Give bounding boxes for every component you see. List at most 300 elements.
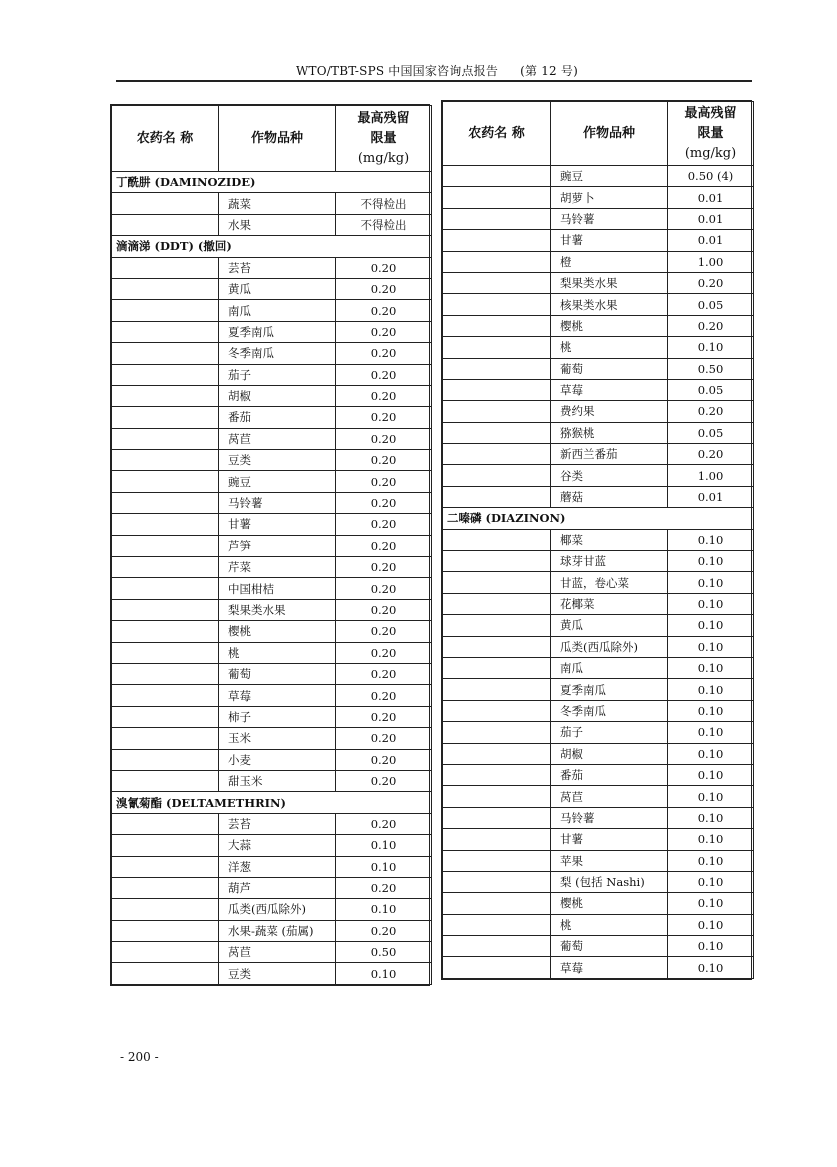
mrl-value-cell: 0.20 (336, 663, 432, 684)
crop-cell: 小麦 (219, 749, 336, 770)
mrl-value-cell: 0.10 (668, 636, 754, 657)
table-row (443, 914, 754, 935)
table-row (443, 743, 754, 764)
empty-cell (112, 557, 219, 578)
table-row (443, 358, 754, 379)
crop-cell: 梨 (包括 Nashi) (551, 871, 668, 892)
empty-cell (443, 850, 551, 871)
empty-cell (112, 920, 219, 941)
crop-cell: 新西兰番茄 (551, 444, 668, 465)
empty-cell (112, 214, 219, 235)
mrl-value-cell: 0.50 (668, 358, 754, 379)
crop-cell: 蘑菇 (551, 486, 668, 507)
pesticide-group-row (112, 236, 432, 257)
empty-cell (443, 486, 551, 507)
mrl-value-cell: 0.20 (336, 300, 432, 321)
empty-cell (112, 813, 219, 834)
empty-cell (112, 385, 219, 406)
crop-cell: 番茄 (219, 407, 336, 428)
empty-cell (443, 465, 551, 486)
table-row (112, 557, 432, 578)
table-row (443, 893, 754, 914)
empty-cell (112, 749, 219, 770)
mrl-value-cell: 0.10 (668, 700, 754, 721)
table-row (112, 364, 432, 385)
empty-cell (443, 636, 551, 657)
crop-cell: 蔬菜 (219, 193, 336, 214)
crop-cell: 梨果类水果 (219, 599, 336, 620)
empty-cell (112, 514, 219, 535)
mrl-value-cell: 0.10 (668, 786, 754, 807)
table-row (112, 663, 432, 684)
table-row (443, 636, 754, 657)
mrl-value-cell: 0.20 (336, 728, 432, 749)
mrl-value-cell: 0.10 (668, 764, 754, 785)
table-row (443, 272, 754, 293)
table-row (112, 920, 432, 941)
table-row (443, 957, 754, 978)
empty-cell (443, 914, 551, 935)
crop-cell: 茄子 (551, 722, 668, 743)
empty-cell (443, 358, 551, 379)
empty-cell (112, 899, 219, 920)
header-mrl-unit: (mg/kg) (357, 150, 410, 166)
mrl-value-cell: 0.10 (668, 743, 754, 764)
empty-cell (112, 492, 219, 513)
mrl-value-cell: 0.20 (336, 514, 432, 535)
crop-cell: 番茄 (551, 764, 668, 785)
crop-cell: 水果-蔬菜 (茄属) (219, 920, 336, 941)
mrl-value-cell: 0.20 (336, 706, 432, 727)
crop-cell: 苹果 (551, 850, 668, 871)
crop-cell: 费约果 (551, 401, 668, 422)
mrl-value-cell: 0.10 (668, 593, 754, 614)
mrl-value-cell: 0.10 (668, 679, 754, 700)
mrl-value-cell: 0.10 (668, 615, 754, 636)
empty-cell (112, 300, 219, 321)
pesticide-name: 二嗪磷 (DIAZINON) (443, 508, 754, 529)
empty-cell (112, 578, 219, 599)
table-row (112, 471, 432, 492)
empty-cell (112, 343, 219, 364)
header-mrl-unit: (mg/kg) (684, 145, 737, 161)
mrl-value-cell: 0.20 (336, 364, 432, 385)
crop-cell: 椰菜 (551, 529, 668, 550)
mrl-value-cell: 0.05 (668, 294, 754, 315)
table-row (443, 936, 754, 957)
empty-cell (443, 294, 551, 315)
crop-cell: 桃 (551, 337, 668, 358)
table-row (112, 642, 432, 663)
empty-cell (112, 471, 219, 492)
mrl-value-cell: 0.10 (668, 572, 754, 593)
empty-cell (443, 529, 551, 550)
table-row (443, 871, 754, 892)
mrl-value-cell: 0.05 (668, 379, 754, 400)
pesticide-name: 丁酰肼 (DAMINOZIDE) (112, 172, 432, 193)
table-row (112, 856, 432, 877)
table-row (112, 385, 432, 406)
crop-cell: 核果类水果 (551, 294, 668, 315)
crop-cell: 豌豆 (219, 471, 336, 492)
pesticide-group-row (112, 172, 432, 193)
crop-cell: 豆类 (219, 963, 336, 984)
page-header (296, 62, 578, 79)
table-row (112, 343, 432, 364)
mrl-value-cell: 0.50 (4) (668, 166, 754, 187)
pesticide-group-row (112, 792, 432, 813)
mrl-value-cell: 0.20 (336, 578, 432, 599)
crop-cell: 柿子 (219, 706, 336, 727)
crop-cell: 葡萄 (551, 936, 668, 957)
left-table-body (112, 172, 432, 985)
crop-cell: 樱桃 (551, 315, 668, 336)
crop-cell: 甘薯 (551, 829, 668, 850)
crop-cell: 甘薯 (551, 230, 668, 251)
table-row (112, 749, 432, 770)
mrl-value-cell: 0.20 (668, 401, 754, 422)
empty-cell (112, 193, 219, 214)
mrl-value-cell: 0.20 (336, 749, 432, 770)
issue-number: (第 12 号) (520, 64, 578, 78)
mrl-value-cell: 0.01 (668, 230, 754, 251)
empty-cell (112, 856, 219, 877)
header-crop: 作物品种 (219, 106, 336, 172)
table-row (112, 535, 432, 556)
mrl-value-cell: 0.20 (336, 599, 432, 620)
empty-cell (443, 187, 551, 208)
table-row (112, 428, 432, 449)
mrl-value-cell: 0.20 (336, 877, 432, 898)
empty-cell (112, 450, 219, 471)
table-row (112, 492, 432, 513)
table-row (112, 942, 432, 963)
empty-cell (112, 407, 219, 428)
table-row (443, 593, 754, 614)
crop-cell: 马铃薯 (551, 807, 668, 828)
empty-cell (443, 315, 551, 336)
table-row (443, 465, 754, 486)
crop-cell: 梨果类水果 (551, 272, 668, 293)
crop-cell: 草莓 (551, 379, 668, 400)
empty-cell (443, 786, 551, 807)
empty-cell (112, 663, 219, 684)
header-pesticide: 农药名 称 (443, 102, 551, 166)
empty-cell (112, 706, 219, 727)
crop-cell: 甘薯 (219, 514, 336, 535)
empty-cell (443, 230, 551, 251)
table-row (112, 963, 432, 984)
crop-cell: 樱桃 (551, 893, 668, 914)
table-header-row (112, 106, 432, 172)
mrl-value-cell: 0.10 (336, 899, 432, 920)
header-rule (116, 80, 752, 82)
mrl-value-cell: 0.20 (336, 343, 432, 364)
table-row (443, 422, 754, 443)
crop-cell: 黄瓜 (219, 278, 336, 299)
mrl-value-cell: 0.20 (336, 557, 432, 578)
mrl-value-cell: 0.20 (336, 407, 432, 428)
mrl-value-cell: 0.10 (336, 856, 432, 877)
table-row (443, 615, 754, 636)
table-row (112, 193, 432, 214)
table-header-row (443, 102, 754, 166)
mrl-value-cell: 0.10 (668, 529, 754, 550)
table-row (112, 728, 432, 749)
table-row (443, 572, 754, 593)
mrl-value-cell: 0.20 (668, 444, 754, 465)
empty-cell (112, 877, 219, 898)
empty-cell (443, 166, 551, 187)
header-mrl-line1: 最高残留 (684, 105, 737, 121)
mrl-value-cell: 0.20 (336, 492, 432, 513)
empty-cell (112, 278, 219, 299)
mrl-value-cell: 0.01 (668, 208, 754, 229)
mrl-value-cell: 0.20 (336, 321, 432, 342)
table-row (443, 401, 754, 422)
mrl-value-cell: 0.20 (668, 315, 754, 336)
table-row (112, 214, 432, 235)
empty-cell (443, 743, 551, 764)
mrl-value-cell: 1.00 (668, 465, 754, 486)
crop-cell: 芹菜 (219, 557, 336, 578)
crop-cell: 莴苣 (219, 942, 336, 963)
table-row (443, 187, 754, 208)
report-title: WTO/TBT-SPS 中国国家咨询点报告 (296, 64, 499, 78)
empty-cell (112, 599, 219, 620)
crop-cell: 夏季南瓜 (219, 321, 336, 342)
empty-cell (443, 657, 551, 678)
mrl-value-cell: 0.20 (336, 621, 432, 642)
header-mrl-line2: 限量 (697, 125, 724, 141)
empty-cell (112, 942, 219, 963)
table-row (443, 700, 754, 721)
crop-cell: 橙 (551, 251, 668, 272)
crop-cell: 黄瓜 (551, 615, 668, 636)
mrl-value-cell: 0.20 (336, 257, 432, 278)
mrl-value-cell: 0.01 (668, 486, 754, 507)
mrl-value-cell: 0.10 (668, 893, 754, 914)
empty-cell (112, 835, 219, 856)
page-number: - 200 - (120, 1050, 159, 1064)
empty-cell (443, 871, 551, 892)
table-row (112, 300, 432, 321)
empty-cell (112, 428, 219, 449)
mrl-value-cell: 0.10 (336, 835, 432, 856)
pesticide-name: 滴滴涕 (DDT) (撤回) (112, 236, 432, 257)
empty-cell (443, 593, 551, 614)
empty-cell (112, 770, 219, 791)
empty-cell (443, 401, 551, 422)
table-row (112, 813, 432, 834)
crop-cell: 莴苣 (551, 786, 668, 807)
empty-cell (112, 963, 219, 984)
empty-cell (112, 364, 219, 385)
empty-cell (112, 642, 219, 663)
table-row (443, 551, 754, 572)
table-row (443, 807, 754, 828)
crop-cell: 花椰菜 (551, 593, 668, 614)
empty-cell (443, 422, 551, 443)
mrl-value-cell: 0.10 (668, 807, 754, 828)
crop-cell: 南瓜 (551, 657, 668, 678)
table-row (443, 251, 754, 272)
crop-cell: 瓜类(西瓜除外) (219, 899, 336, 920)
pesticide-name: 溴氰菊酯 (DELTAMETHRIN) (112, 792, 432, 813)
empty-cell (112, 621, 219, 642)
crop-cell: 樱桃 (219, 621, 336, 642)
crop-cell: 夏季南瓜 (551, 679, 668, 700)
empty-cell (112, 728, 219, 749)
header-mrl (336, 106, 432, 172)
empty-cell (112, 257, 219, 278)
table-row (112, 685, 432, 706)
empty-cell (112, 321, 219, 342)
table-row (443, 829, 754, 850)
crop-cell: 玉米 (219, 728, 336, 749)
empty-cell (443, 551, 551, 572)
table-row (443, 850, 754, 871)
table-row (443, 722, 754, 743)
header-mrl-line2: 限量 (370, 130, 397, 146)
crop-cell: 豆类 (219, 450, 336, 471)
crop-cell: 芸苔 (219, 813, 336, 834)
mrl-value-cell: 0.10 (668, 871, 754, 892)
table-row (112, 578, 432, 599)
table-row (443, 294, 754, 315)
mrl-value-cell: 0.20 (336, 642, 432, 663)
crop-cell: 葡萄 (219, 663, 336, 684)
table-row (443, 679, 754, 700)
table-row (443, 379, 754, 400)
mrl-value-cell: 0.20 (336, 535, 432, 556)
table-row (443, 764, 754, 785)
mrl-value-cell: 不得检出 (336, 193, 432, 214)
crop-cell: 豌豆 (551, 166, 668, 187)
mrl-value-cell: 0.20 (336, 920, 432, 941)
mrl-value-cell: 0.20 (336, 685, 432, 706)
mrl-value-cell: 0.10 (668, 850, 754, 871)
empty-cell (443, 829, 551, 850)
empty-cell (112, 685, 219, 706)
table-row (112, 257, 432, 278)
table-row (443, 166, 754, 187)
table-row (112, 770, 432, 791)
mrl-value-cell: 0.10 (668, 551, 754, 572)
mrl-value-cell: 0.20 (336, 428, 432, 449)
empty-cell (443, 572, 551, 593)
empty-cell (443, 251, 551, 272)
mrl-value-cell: 0.20 (668, 272, 754, 293)
right-residue-table (441, 100, 752, 980)
left-residue-table (110, 104, 430, 986)
crop-cell: 莴苣 (219, 428, 336, 449)
crop-cell: 草莓 (551, 957, 668, 978)
table-row (112, 706, 432, 727)
mrl-value-cell: 0.10 (668, 936, 754, 957)
crop-cell: 冬季南瓜 (551, 700, 668, 721)
table-row (443, 444, 754, 465)
header-crop: 作物品种 (551, 102, 668, 166)
crop-cell: 球芽甘蓝 (551, 551, 668, 572)
empty-cell (443, 337, 551, 358)
right-table-body (443, 166, 754, 979)
crop-cell: 中国柑桔 (219, 578, 336, 599)
table-row (112, 407, 432, 428)
crop-cell: 谷类 (551, 465, 668, 486)
table-row (112, 450, 432, 471)
table-row (443, 230, 754, 251)
mrl-value-cell: 0.20 (336, 278, 432, 299)
empty-cell (443, 957, 551, 978)
empty-cell (443, 936, 551, 957)
table-row (112, 835, 432, 856)
crop-cell: 马铃薯 (219, 492, 336, 513)
table-row (112, 899, 432, 920)
crop-cell: 瓜类(西瓜除外) (551, 636, 668, 657)
mrl-value-cell: 0.10 (668, 657, 754, 678)
crop-cell: 胡萝卜 (551, 187, 668, 208)
mrl-value-cell: 0.20 (336, 471, 432, 492)
mrl-value-cell: 0.20 (336, 450, 432, 471)
crop-cell: 葫芦 (219, 877, 336, 898)
crop-cell: 猕猴桃 (551, 422, 668, 443)
mrl-value-cell: 0.10 (668, 722, 754, 743)
mrl-value-cell: 0.10 (668, 957, 754, 978)
crop-cell: 胡椒 (219, 385, 336, 406)
table-row (112, 599, 432, 620)
table-row (443, 529, 754, 550)
empty-cell (443, 807, 551, 828)
mrl-value-cell: 0.20 (336, 813, 432, 834)
empty-cell (443, 379, 551, 400)
header-mrl (668, 102, 754, 166)
table-row (443, 315, 754, 336)
table-row (112, 514, 432, 535)
crop-cell: 葡萄 (551, 358, 668, 379)
table-row (112, 321, 432, 342)
crop-cell: 甘蓝，卷心菜 (551, 572, 668, 593)
crop-cell: 大蒜 (219, 835, 336, 856)
mrl-value-cell: 0.10 (668, 914, 754, 935)
mrl-value-cell: 0.01 (668, 187, 754, 208)
mrl-value-cell: 0.10 (668, 829, 754, 850)
crop-cell: 芦笋 (219, 535, 336, 556)
mrl-value-cell: 不得检出 (336, 214, 432, 235)
header-pesticide: 农药名 称 (112, 106, 219, 172)
header-mrl-line1: 最高残留 (357, 110, 410, 126)
table-row (112, 621, 432, 642)
pesticide-group-row (443, 508, 754, 529)
crop-cell: 茄子 (219, 364, 336, 385)
crop-cell: 胡椒 (551, 743, 668, 764)
crop-cell: 草莓 (219, 685, 336, 706)
mrl-value-cell: 0.20 (336, 385, 432, 406)
table-row (112, 278, 432, 299)
mrl-value-cell: 0.10 (336, 963, 432, 984)
crop-cell: 水果 (219, 214, 336, 235)
table-row (443, 486, 754, 507)
crop-cell: 马铃薯 (551, 208, 668, 229)
mrl-value-cell: 1.00 (668, 251, 754, 272)
crop-cell: 桃 (219, 642, 336, 663)
crop-cell: 冬季南瓜 (219, 343, 336, 364)
table-row (443, 657, 754, 678)
empty-cell (443, 615, 551, 636)
table-row (443, 208, 754, 229)
empty-cell (112, 535, 219, 556)
empty-cell (443, 893, 551, 914)
